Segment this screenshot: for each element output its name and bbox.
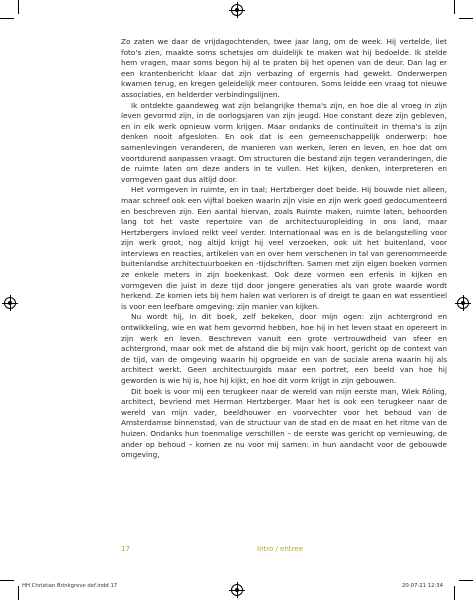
crop-mark xyxy=(454,586,455,600)
paragraph: Nu wordt hij, in dit boek, zelf bekeken, door mijn ogen: zijn achtergrond en ontwikkeling, wie en wat hem gevormd hebben, hoe hij in het leven staat en opereert in zijn werk en leven. Beschreven vanuit een grote vertrouwdheid van sfeer en achtergrond, maar ook met de afstand die bij mijn vak hoort, gericht op de context van de tijd, van de omgeving waarin hij opgroeide en van de sociale arena waarin hij als architect werkt. Geen architectuurgids maar een portret, een beeld van hoe hij geworden is wie hij is, hoe hij kijkt, en hoe dit vorm krijgt in zijn gebouwen. xyxy=(121,312,447,385)
crop-mark xyxy=(18,586,19,600)
section-title: Intro / entree xyxy=(257,545,303,553)
registration-mark-bottom xyxy=(231,584,243,596)
paragraph: Ik ontdekte gaandeweg wat zijn belangrijke thema's zijn, en hoe die al vroeg in zijn leven gevormd zijn, in de oorlogsjaren van zijn jeugd. Hoe constant deze zijn gebleven, en in elk werk opnieuw vorm krijgen. Maar ondanks de continuïteit in thema's is zijn denken nooit afgesloten. En ook dat is een gemeenschappelijk onderwerp: hoe samenlevingen veranderen, de manieren van werken, leren en leven, en hoe dat om voortdurend aanpassen vraagt. Om structuren die bestand zijn tegen veranderingen, die de ruimte laten om deze anders in te vullen. Het kijken, denken, interpreteren en vormgeven gaat dus altijd door. xyxy=(121,100,447,184)
page-number: 17 xyxy=(121,545,130,553)
crop-mark xyxy=(459,580,473,581)
slug-filename: HH Christian Brinkgreve def.indd 17 xyxy=(22,583,118,589)
paragraph: Het vormgeven in ruimte, en in taal; Hertzberger doet beide. Hij bouwde niet alleen, maar schreef ook een vijftal boeken waarin zijn visie en zijn werk goed gedocumenteerd en beschreven zijn. Een aantal hiervan, zoals Ruimte maken, ruimte laten, behoorden lang tot het vaste repertoire van de architectuuropleiding in ons land, maar Hertzbergers invloed reikt veel verder. Internationaal was en is de belangstelling voor zijn werk groot, nog altijd krijgt hij veel verzoeken, ook uit het buitenland, voor interviews en reacties, artikelen van en over hem verschenen in tal van gerenommeerde buitenlandse architectuurboeken en -tijdschriften. Samen met zijn eigen boeken vormen ze enkele meters in zijn boekenkast. Ook deze vormen een erfenis in kijken en vormgeven die juist in deze tijd door jongere generaties als van grote waarde wordt herkend. Ze komen iets bij hem halen wat verloren is of dreigt te gaan en wat essentieel is voor een leefbare omgeving: zijn manier van kijken. xyxy=(121,185,447,311)
body-text xyxy=(121,37,447,461)
paragraph: Dit boek is voor mij een terugkeer naar de wereld van mijn eerste man, Wiek Röling, architect, bevriend met Herman Hertzberger. Maar het is ook een terugkeer naar de wereld van mijn vader, beeldhouwer en voorvechter voor het behoud van de Amsterdamse binnenstad, van de structuur van de stad en de maat en het ritme van de huizen. Ondanks hun toenmalige verschillen – de eerste was gericht op vernieuwing, de ander op behoud – komen ze nu voor mij samen: in hun aandacht voor de gebouwde omgeving, xyxy=(121,386,447,460)
registration-mark-left xyxy=(4,297,16,309)
crop-mark xyxy=(454,0,455,14)
registration-mark-right xyxy=(457,297,469,309)
paragraph: Zo zaten we daar de vrijdagochtenden, twee jaar lang, om de week. Hij vertelde, liet foto's zien, maakte soms schetsjes om duidelijk te maken wat hij bedoelde. Ik stelde hem vragen, maar soms begon hij al te praten bij het openen van de deur. Dan lag er een krantenbericht klaar dat zijn verbazing of ergernis had gewekt. Onderwerpen kwamen terug, en kregen geleidelijk meer contouren. Soms leidde een vraag tot nieuwe associaties, en helderder verbindingslijnen. xyxy=(121,37,447,99)
registration-mark-top xyxy=(231,4,243,16)
crop-mark xyxy=(459,18,473,19)
slug-date: 20-07-21 12:34 xyxy=(402,583,443,589)
crop-mark xyxy=(18,0,19,14)
crop-mark xyxy=(0,580,14,581)
crop-mark xyxy=(0,18,14,19)
